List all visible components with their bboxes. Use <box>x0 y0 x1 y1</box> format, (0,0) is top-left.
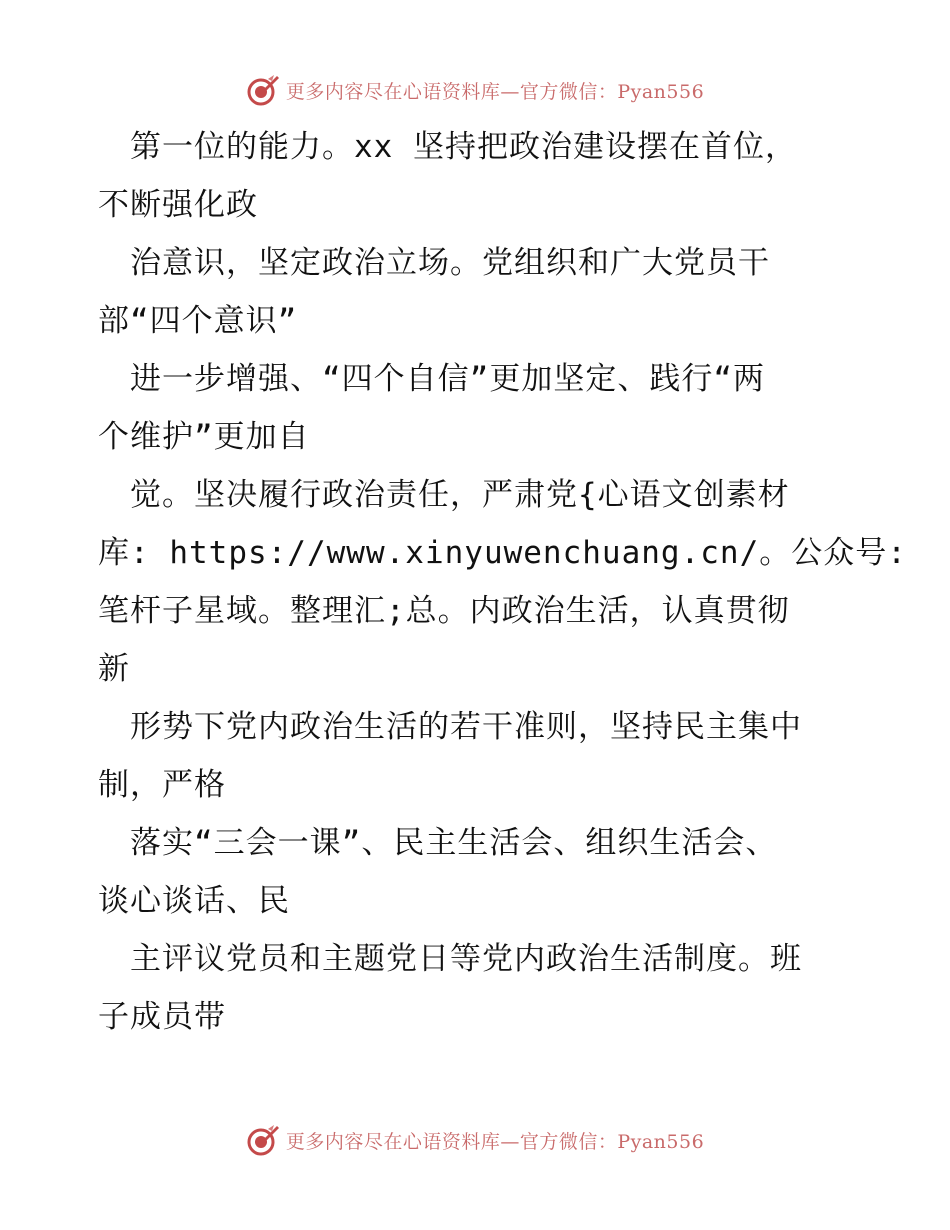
quill-seal-icon <box>246 73 280 107</box>
body-line: 制，严格 <box>98 767 226 803</box>
body-line: 库: https://www.xinyuwenchuang.cn/。公众号: <box>98 535 907 571</box>
footer-banner-text: 更多内容尽在心语资料库—官方微信：Pyan556 <box>285 1130 705 1153</box>
body-line: 部“四个意识” <box>98 303 298 339</box>
quill-seal-icon <box>246 1123 280 1157</box>
body-line: 子成员带 <box>98 999 226 1035</box>
body-line: 第一位的能力。xx 坚持把政治建设摆在首位， <box>98 129 797 165</box>
body-line: 进一步增强、“四个自信”更加坚定、践行“两 <box>98 361 765 397</box>
header-banner <box>0 70 950 110</box>
body-line: 落实“三会一课”、民主生活会、组织生活会、 <box>98 825 778 861</box>
body-line: 觉。坚决履行政治责任，严肃党{心语文创素材 <box>98 477 790 513</box>
footer-banner <box>0 1120 950 1160</box>
body-line: 新 <box>98 651 130 687</box>
body-line: 不断强化政 <box>98 187 258 223</box>
body-line: 个维护”更加自 <box>98 419 310 455</box>
body-line: 治意识，坚定政治立场。党组织和广大党员干 <box>98 245 770 281</box>
body-line: 谈心谈话、民 <box>98 883 290 919</box>
body-line: 笔杆子星域。整理汇;总。内政治生活，认真贯彻 <box>98 593 790 629</box>
body-line: 主评议党员和主题党日等党内政治生活制度。班 <box>98 941 802 977</box>
document-body <box>0 118 950 1108</box>
header-banner-text: 更多内容尽在心语资料库—官方微信：Pyan556 <box>285 80 705 103</box>
body-line: 形势下党内政治生活的若干准则，坚持民主集中 <box>98 709 802 745</box>
